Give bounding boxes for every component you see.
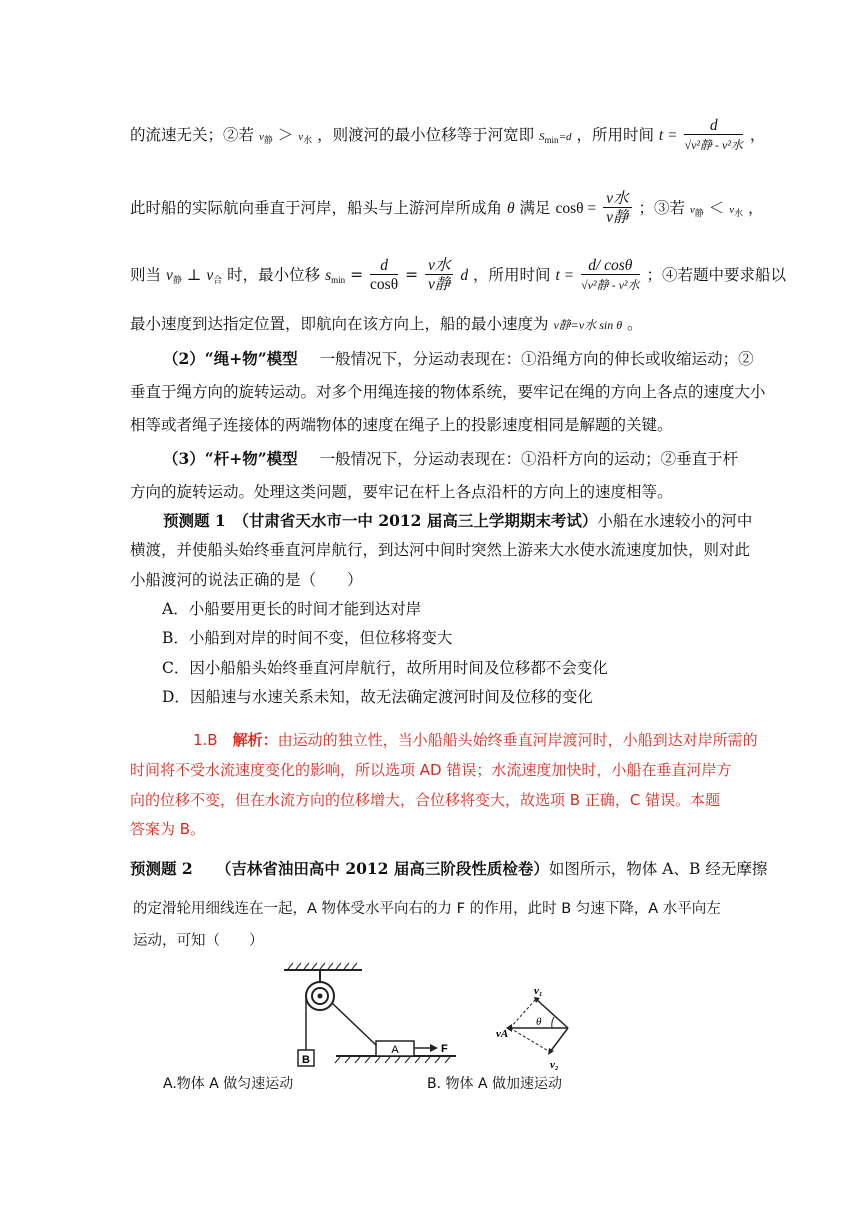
block-a-label: A	[391, 1044, 399, 1056]
block-b-label: B	[302, 1054, 310, 1066]
dashed-1	[510, 999, 536, 1028]
fraction-v-ratio: $\frac{\text{v水}}{\text{v静}}$	[425, 257, 453, 295]
para1-line2	[130, 190, 764, 228]
text: 的流速无关；②若	[130, 126, 255, 144]
va-label: vA	[496, 1028, 509, 1040]
answer1-line2: 时间将不受水流速度变化的影响，所以选项 AD 错误；水流速度加快时，小船在垂直河岸方	[130, 761, 732, 779]
text: 一般情况下，分运动表现在：①沿杆方向的运动；②垂直于杆	[319, 450, 739, 468]
time-fraction: $\frac{d}{\text{√v²静 - v²水}}$	[684, 117, 743, 152]
text: 。	[627, 315, 643, 333]
eq: =	[350, 266, 364, 284]
fraction-time: $\frac{d/ \cos\theta}{\text{√v²静 - v²水}}$	[581, 257, 640, 292]
gt-sign: ＞	[277, 126, 294, 144]
v2-label: v₂	[550, 1059, 559, 1070]
d: d	[460, 267, 469, 284]
text: ；③若	[638, 199, 685, 217]
text: 则当	[130, 266, 162, 284]
question1-option-a: A．小船要用更长的时间才能到达对岸	[162, 600, 422, 618]
floor-hatch	[335, 1057, 450, 1063]
text: 一般情况下，分运动表现在：①沿绳方向的伸长或收缩运动；②	[319, 350, 754, 368]
answer1-line3: 向的位移不变，但在水流方向的位移增大，合位移将变大，故选项 B 正确，C 错误。本题	[130, 791, 721, 809]
answer-prefix: 1.B	[193, 731, 233, 749]
pulley-axle	[318, 994, 323, 999]
theta-arc	[552, 1017, 554, 1028]
text: ，	[748, 199, 764, 217]
model2-label: （2）“绳+物”模型	[163, 349, 298, 368]
question1-line3: 小船渡河的说法正确的是（ ）	[130, 571, 363, 589]
text: 最小速度到达指定位置，即航向在该方向上，船的最小速度为	[130, 315, 549, 333]
v-water: $v_水$	[298, 131, 313, 145]
theta: θ	[506, 200, 515, 217]
v-static: $v_静$	[165, 267, 182, 285]
model3-line1	[163, 448, 738, 470]
v1-label: v₁	[534, 985, 543, 997]
answer1-line1	[193, 729, 758, 751]
model2-line2: 垂直于绳方向的旋转运动。对多个用绳连接的物体系统，要牢记在绳的方向上各点的速度大小	[130, 383, 766, 401]
lt-sign: ＜	[708, 199, 725, 217]
text: ，所用时间	[576, 126, 654, 144]
text: ，	[749, 126, 766, 144]
question2-option-b: B. 物体 A 做加速运动	[427, 1076, 562, 1092]
para1-line4	[130, 313, 643, 336]
question1-title: 预测题 1 （甘肃省天水市一中 2012 届高三上学期期末考试）	[163, 511, 598, 530]
smin: $s_{min}$	[325, 267, 346, 285]
text: ；④若题中要求船以	[646, 266, 786, 284]
model3-line2: 方向的旋转运动。处理这类问题，要牢记在杆上各点沿杆的方向上的速度相等。	[130, 483, 673, 501]
v-static: $v_静$	[258, 131, 273, 145]
question2-line2: 的定滑轮用细线连在一起，A 物体受水平向右的力 F 的作用，此时 B 匀速下降，A 水平向左	[133, 901, 721, 917]
ceiling	[284, 963, 362, 970]
v-water: $v_水$	[729, 204, 744, 218]
theta-label: θ	[536, 1016, 542, 1028]
text: ，所用时间	[473, 266, 551, 284]
cos-eq: cosθ =	[555, 200, 597, 217]
v2-vector	[550, 1028, 568, 1052]
text: 小船在水速较小的河中	[597, 512, 753, 530]
force-label: F	[441, 1043, 448, 1055]
para1-line3	[130, 257, 786, 295]
text: 此时船的实际航向垂直于河岸，船头与上游河岸所成角	[130, 199, 503, 217]
model3-label: （3）“杆+物”模型	[163, 449, 298, 468]
answer-label: 解析：	[232, 731, 278, 749]
text: 时，最小位移	[227, 266, 321, 284]
para1-line1	[130, 117, 765, 155]
text: 如图所示，物体 A、B 经无摩擦	[548, 860, 768, 878]
text: 满足	[519, 199, 551, 217]
velocity-figure	[492, 975, 582, 1070]
question2-line1	[130, 858, 767, 880]
question1-option-b: B．小船到对岸的时间不变，但位移将变大	[162, 629, 453, 647]
force-arrowhead	[430, 1044, 438, 1052]
min-speed-formula: v静=v水 sin θ	[553, 318, 623, 332]
question2-option-a: A.物体 A 做匀速运动	[163, 1076, 294, 1092]
text: ，则渡河的最小位移等于河宽即	[317, 126, 535, 144]
text: 由运动的独立性，当小船船头始终垂直河岸渡河时，小船到达对岸所需的	[277, 731, 758, 749]
v-static: $v_静$	[689, 204, 704, 218]
t-eq: t =	[555, 267, 575, 284]
t-eq: t =	[658, 127, 678, 144]
cos-fraction: $\frac{\text{v水}}{\text{v静}}$	[603, 190, 631, 228]
question2-title: 预测题 2 （吉林省油田高中 2012 届高三阶段性质检卷）	[130, 859, 549, 878]
eq: =	[405, 266, 419, 284]
perp-sign: ⊥	[186, 266, 202, 284]
question2-line3: 运动，可知（ ）	[133, 933, 264, 949]
question1-line2: 横渡，并使船头始终垂直河岸航行，到达河中间时突然上游来大水使水流速度加快，则对此	[130, 541, 751, 559]
question1-option-d: D．因船速与水速关系未知，故无法确定渡河时间及位移的变化	[162, 688, 593, 706]
model2-line1	[163, 348, 754, 370]
answer1-line4: 答案为 B。	[130, 820, 206, 838]
smin: $S_{min}=d$	[539, 131, 572, 145]
question1-option-c: C．因小船船头始终垂直河岸航行，故所用时间及位移都不会变化	[162, 659, 608, 677]
question1-line1	[163, 510, 752, 532]
dashed-2	[510, 1028, 550, 1052]
model2-line3: 相等或者绳子连接体的两端物体的速度在绳子上的投影速度相同是解题的关键。	[130, 416, 673, 434]
v-combined: $v_合$	[206, 267, 223, 285]
string-to-a	[332, 1003, 377, 1046]
fraction-d-cos: $\frac{d}{\cos\theta}$	[370, 257, 399, 293]
pulley-figure	[280, 960, 480, 1080]
